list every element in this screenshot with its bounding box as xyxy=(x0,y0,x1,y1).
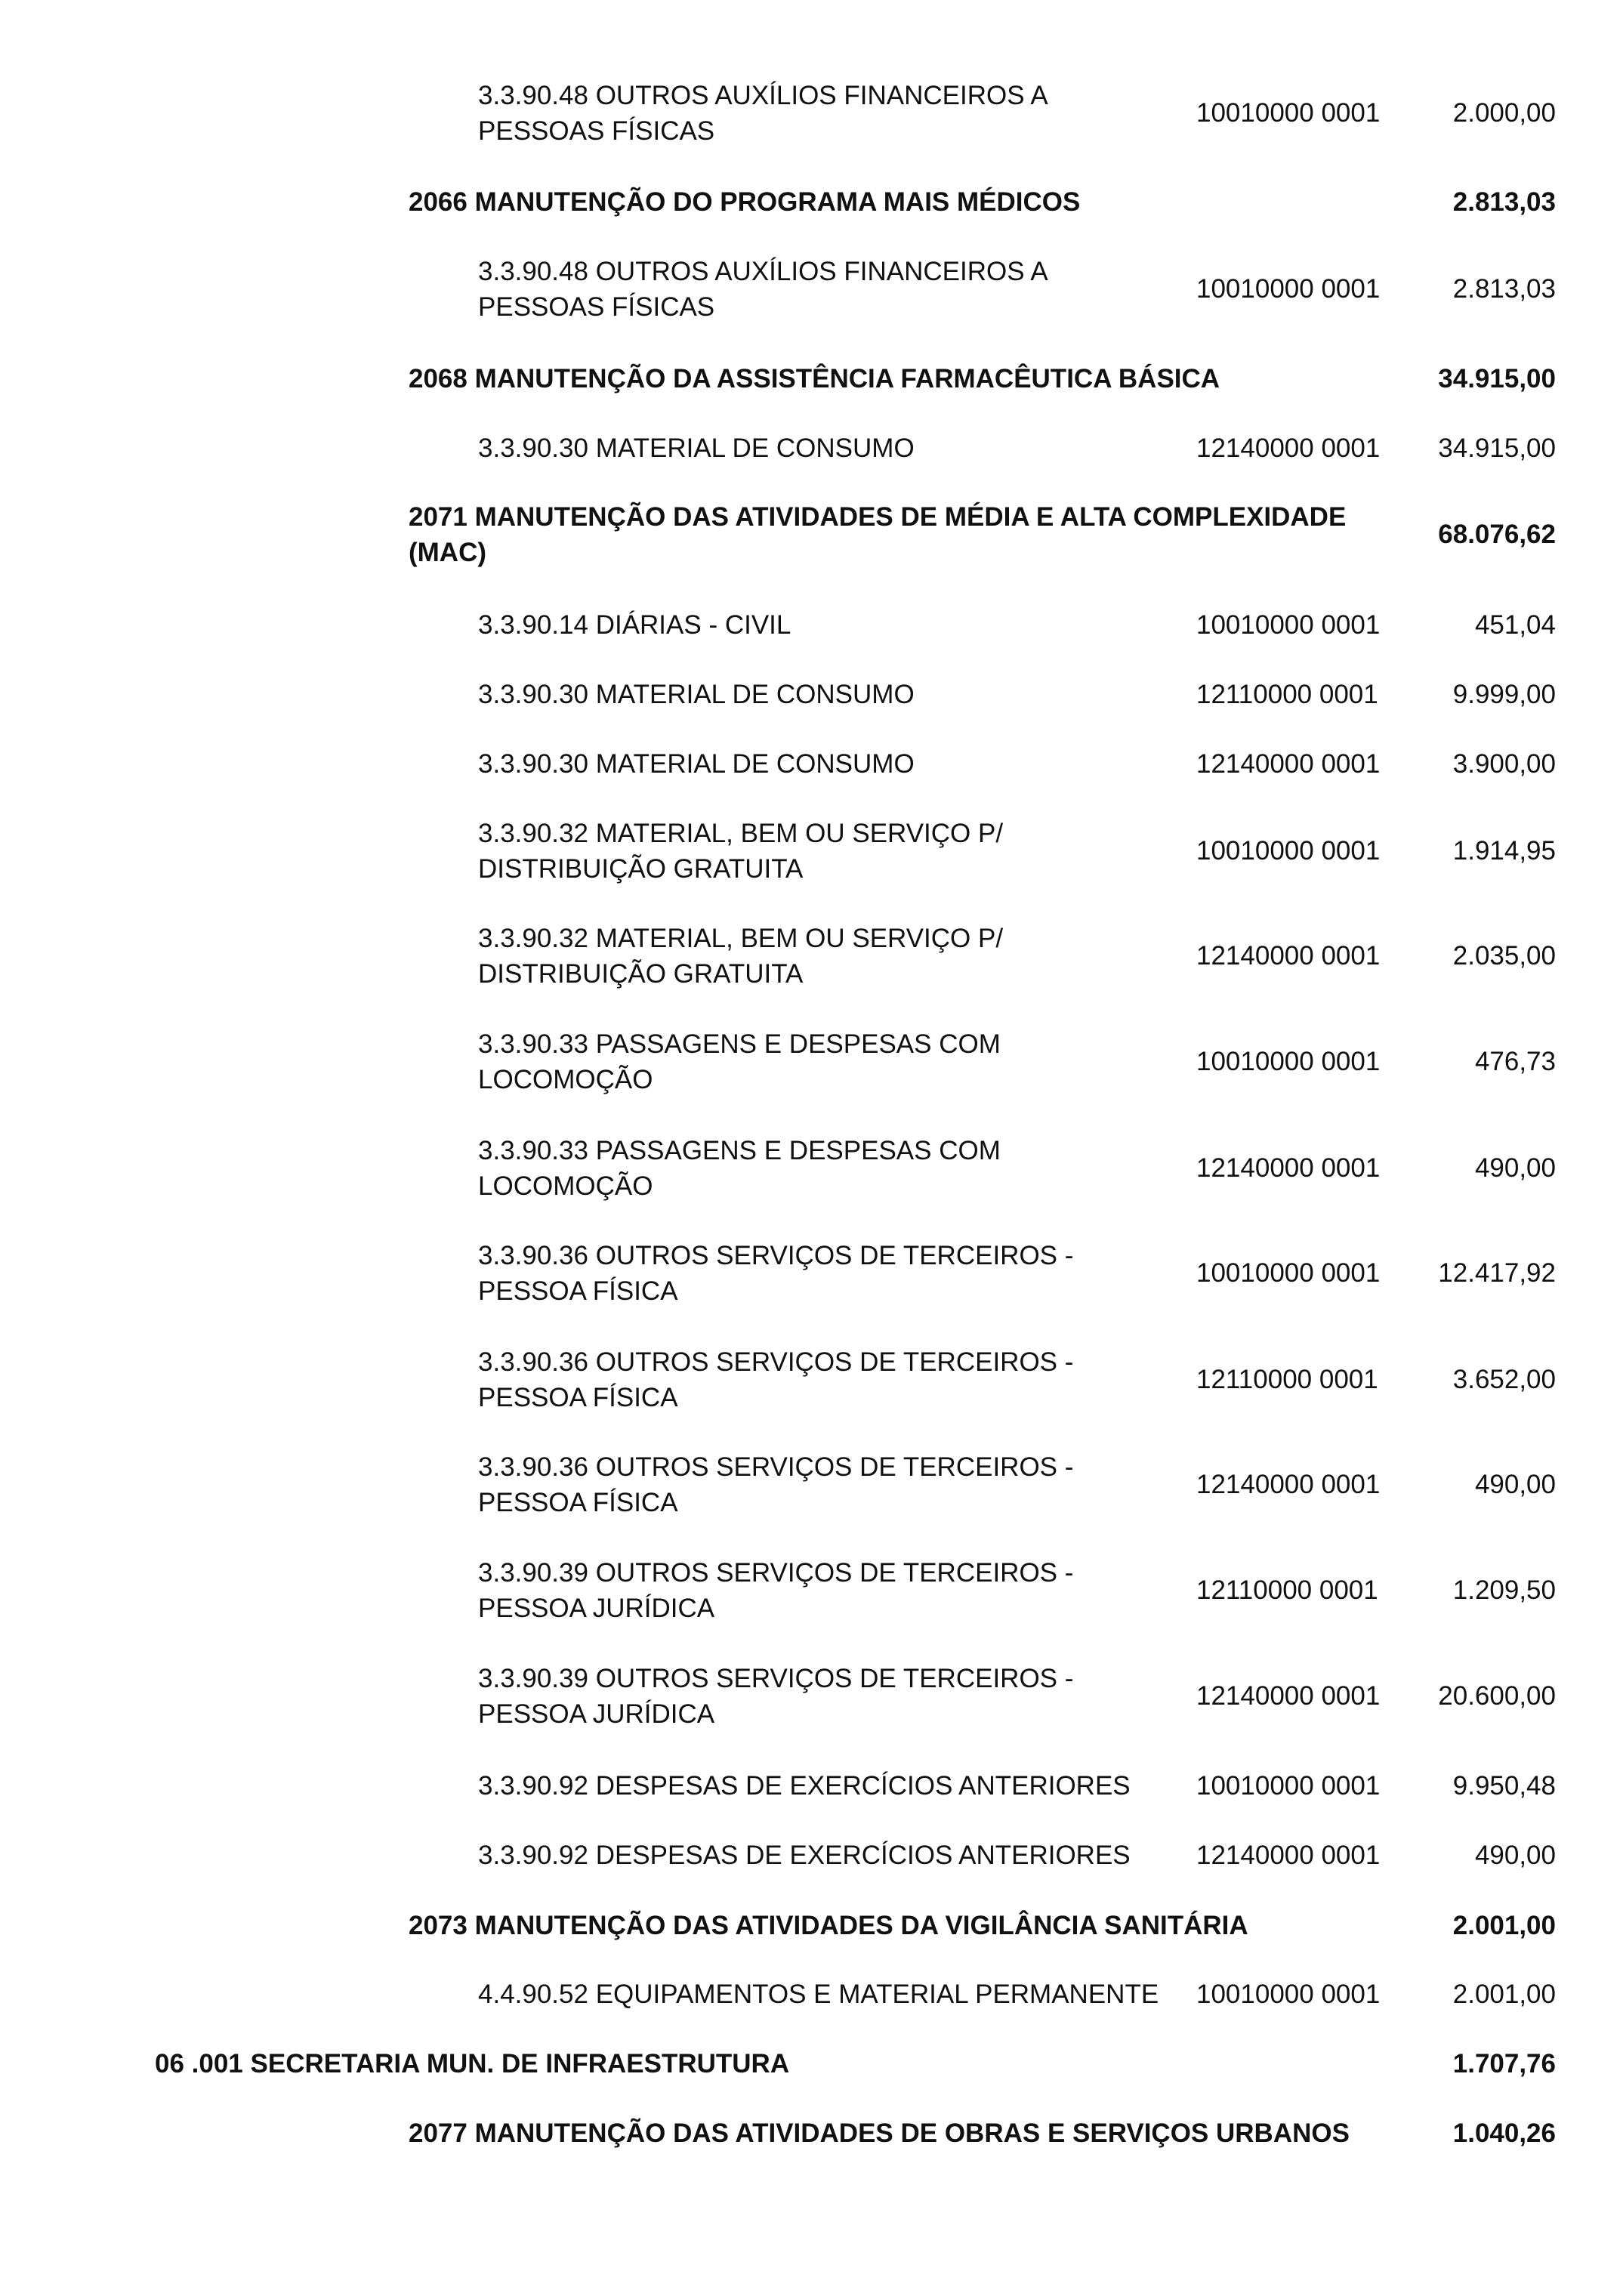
description-line: 3.3.90.36 OUTROS SERVIÇOS DE TERCEIROS - xyxy=(478,1241,1074,1270)
resource-code: 12110000 0001 xyxy=(1196,1365,1378,1394)
resource-code: 12140000 0001 xyxy=(1196,1470,1381,1499)
resource-code: 12110000 0001 xyxy=(1196,680,1378,709)
description-line: LOCOMOÇÃO xyxy=(478,1065,653,1094)
row-description xyxy=(478,1344,1188,1415)
amount-value: 2.813,03 xyxy=(1452,187,1556,217)
resource-code: 12140000 0001 xyxy=(1196,1153,1381,1183)
description-line: 3.3.90.92 DESPESAS DE EXERCÍCIOS ANTERIORES xyxy=(478,1771,1131,1801)
amount-value: 9.950,48 xyxy=(1452,1771,1556,1801)
row-description xyxy=(409,361,1413,397)
description-line: 3.3.90.30 MATERIAL DE CONSUMO xyxy=(478,680,915,709)
row-description xyxy=(478,78,1188,149)
description-line: 2073 MANUTENÇÃO DAS ATIVIDADES DA VIGILÂNCIA SANITÁRIA xyxy=(409,1911,1248,1940)
row-description xyxy=(478,677,1188,712)
description-line: 3.3.90.48 OUTROS AUXÍLIOS FINANCEIROS A xyxy=(478,257,1048,286)
row-description xyxy=(478,1977,1188,2012)
description-line: 3.3.90.36 OUTROS SERVIÇOS DE TERCEIROS - xyxy=(478,1452,1074,1482)
row-description xyxy=(478,254,1188,325)
resource-code: 12140000 0001 xyxy=(1196,749,1381,779)
row-description xyxy=(478,816,1188,887)
description-line: 3.3.90.92 DESPESAS DE EXERCÍCIOS ANTERIORES xyxy=(478,1841,1131,1870)
resource-code: 10010000 0001 xyxy=(1196,836,1381,866)
amount-value: 68.076,62 xyxy=(1438,520,1556,549)
amount-value: 2.000,00 xyxy=(1452,98,1556,128)
amount-value: 490,00 xyxy=(1474,1153,1556,1183)
row-description xyxy=(478,1768,1188,1804)
description-line: 3.3.90.30 MATERIAL DE CONSUMO xyxy=(478,434,915,463)
description-line: 2068 MANUTENÇÃO DA ASSISTÊNCIA FARMACÊUTICA BÁSICA xyxy=(409,364,1220,393)
row-description xyxy=(409,184,1413,220)
resource-code: 12110000 0001 xyxy=(1196,1575,1378,1605)
description-line: PESSOA JURÍDICA xyxy=(478,1594,715,1623)
row-description xyxy=(478,1661,1188,1732)
amount-value: 2.813,03 xyxy=(1452,274,1556,304)
amount-value: 20.600,00 xyxy=(1438,1681,1556,1711)
resource-code: 10010000 0001 xyxy=(1196,1980,1381,2009)
row-description xyxy=(478,1133,1188,1204)
amount-value: 34.915,00 xyxy=(1438,434,1556,463)
resource-code: 12140000 0001 xyxy=(1196,1841,1381,1870)
resource-code: 12140000 0001 xyxy=(1196,941,1381,971)
description-line: 3.3.90.36 OUTROS SERVIÇOS DE TERCEIROS - xyxy=(478,1347,1074,1377)
description-line: 4.4.90.52 EQUIPAMENTOS E MATERIAL PERMANENTE xyxy=(478,1980,1159,2009)
row-description xyxy=(478,1555,1188,1626)
description-line: 3.3.90.33 PASSAGENS E DESPESAS COM xyxy=(478,1029,1001,1059)
row-description xyxy=(409,1908,1413,1943)
description-line: 3.3.90.39 OUTROS SERVIÇOS DE TERCEIROS - xyxy=(478,1664,1074,1693)
row-description xyxy=(478,1026,1188,1097)
amount-value: 9.999,00 xyxy=(1452,680,1556,709)
row-description xyxy=(478,1449,1188,1520)
description-line: PESSOAS FÍSICAS xyxy=(478,292,715,322)
description-line: PESSOA JURÍDICA xyxy=(478,1699,715,1729)
description-line: DISTRIBUIÇÃO GRATUITA xyxy=(478,959,804,989)
description-line: PESSOAS FÍSICAS xyxy=(478,116,715,146)
resource-code: 12140000 0001 xyxy=(1196,434,1381,463)
amount-value: 3.652,00 xyxy=(1452,1365,1556,1394)
row-description xyxy=(155,2046,1363,2082)
amount-value: 490,00 xyxy=(1474,1841,1556,1870)
row-description xyxy=(409,499,1413,570)
description-line: PESSOA FÍSICA xyxy=(478,1488,678,1517)
amount-value: 3.900,00 xyxy=(1452,749,1556,779)
description-line: PESSOA FÍSICA xyxy=(478,1383,678,1412)
description-line: 3.3.90.48 OUTROS AUXÍLIOS FINANCEIROS A xyxy=(478,81,1048,110)
description-line: 3.3.90.39 OUTROS SERVIÇOS DE TERCEIROS - xyxy=(478,1558,1074,1588)
description-line: PESSOA FÍSICA xyxy=(478,1276,678,1306)
description-line: (MAC) xyxy=(409,538,487,567)
amount-value: 451,04 xyxy=(1474,610,1556,640)
description-line: 2066 MANUTENÇÃO DO PROGRAMA MAIS MÉDICOS xyxy=(409,187,1081,217)
resource-code: 10010000 0001 xyxy=(1196,1771,1381,1801)
amount-value: 2.001,00 xyxy=(1452,1911,1556,1940)
description-line: 3.3.90.33 PASSAGENS E DESPESAS COM xyxy=(478,1136,1001,1165)
description-line: DISTRIBUIÇÃO GRATUITA xyxy=(478,854,804,884)
row-description xyxy=(478,921,1188,992)
resource-code: 10010000 0001 xyxy=(1196,98,1381,128)
resource-code: 10010000 0001 xyxy=(1196,610,1381,640)
description-line: 2071 MANUTENÇÃO DAS ATIVIDADES DE MÉDIA E ALTA COMPLEXIDADE xyxy=(409,502,1347,532)
amount-value: 476,73 xyxy=(1474,1047,1556,1076)
amount-value: 1.914,95 xyxy=(1452,836,1556,866)
description-line: 2077 MANUTENÇÃO DAS ATIVIDADES DE OBRAS E SERVIÇOS URBANOS xyxy=(409,2119,1350,2148)
description-line: 3.3.90.32 MATERIAL, BEM OU SERVIÇO P/ xyxy=(478,819,1004,848)
amount-value: 1.040,26 xyxy=(1452,2119,1556,2148)
amount-value: 2.035,00 xyxy=(1452,941,1556,971)
row-description xyxy=(478,607,1188,643)
amount-value: 1.209,50 xyxy=(1452,1575,1556,1605)
description-line: 3.3.90.30 MATERIAL DE CONSUMO xyxy=(478,749,915,779)
amount-value: 12.417,92 xyxy=(1438,1258,1556,1288)
row-description xyxy=(478,746,1188,782)
description-line: 06 .001 SECRETARIA MUN. DE INFRAESTRUTURA xyxy=(155,2049,790,2078)
description-line: 3.3.90.32 MATERIAL, BEM OU SERVIÇO P/ xyxy=(478,924,1004,953)
resource-code: 12140000 0001 xyxy=(1196,1681,1381,1711)
amount-value: 490,00 xyxy=(1474,1470,1556,1499)
row-description xyxy=(409,2115,1413,2151)
resource-code: 10010000 0001 xyxy=(1196,274,1381,304)
amount-value: 2.001,00 xyxy=(1452,1980,1556,2009)
resource-code: 10010000 0001 xyxy=(1196,1047,1381,1076)
row-description xyxy=(478,430,1188,466)
description-line: LOCOMOÇÃO xyxy=(478,1171,653,1201)
description-line: 3.3.90.14 DIÁRIAS - CIVIL xyxy=(478,610,791,640)
amount-value: 34.915,00 xyxy=(1438,364,1556,393)
resource-code: 10010000 0001 xyxy=(1196,1258,1381,1288)
row-description xyxy=(478,1838,1188,1873)
amount-value: 1.707,76 xyxy=(1452,2049,1556,2078)
row-description xyxy=(478,1238,1188,1309)
